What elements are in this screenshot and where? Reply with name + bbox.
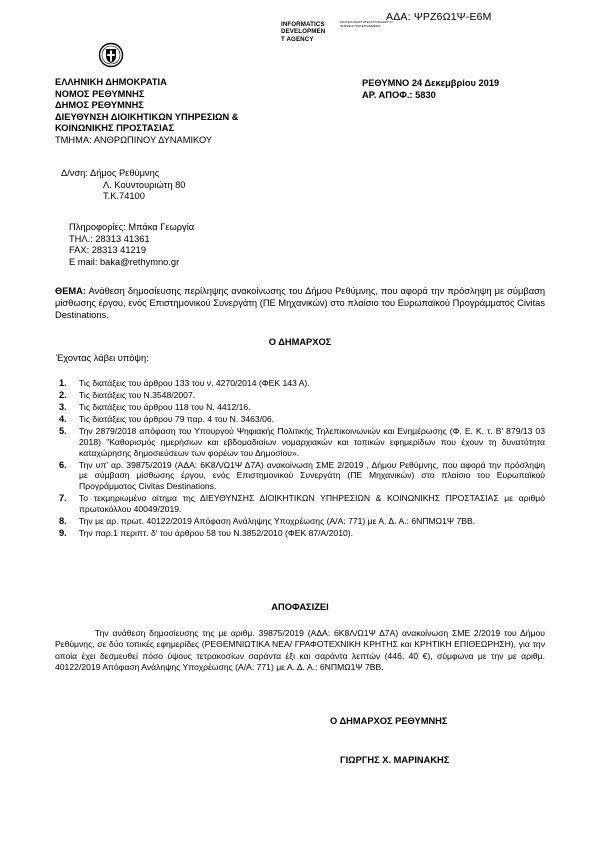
consideration-number: 9.	[59, 527, 67, 538]
consideration-text: Τις διατάξεις του Ν.3548/2007.	[79, 390, 196, 401]
email: E mail: baka@rethymno.gr	[69, 256, 180, 267]
issuer-header	[55, 77, 238, 147]
consideration-item	[55, 493, 545, 514]
consideration-number: 8.	[59, 515, 67, 526]
header-line: ΚΟΙΝΩΝΙΚΗΣ ΠΡΟΣΤΑΣΙΑΣ	[55, 123, 175, 134]
consideration-item	[55, 516, 545, 527]
consideration-number: 6.	[59, 459, 67, 470]
consideration-item	[55, 378, 545, 389]
decision-paragraph: Την ανάθεση δημοσίευσης της με αριθμ. 39875/2019 (ΑΔΑ: 6Κ8Λ/Ω1Ψ Δ7Α) ανακοίνωση ΣΜΕ 2/2019 του Δήμου Ρεθύμνης, σε δύο τοπικές εφημερίδες (ΡΕΘΕΜΝΙΩΤΙΚΑ ΝΕΑ/ ΓΡΑΦΟΤΕΧΝΙΚΗ ΚΡΗΤΗΣ και ΚΡΗΤΙΚΗ ΕΠΙΘΕΩΡΗΣΗ), για την οποία έχει δεσμευθεί πόσο ύψους τετρακοσίων σαράντα έξι και σαράντα λεπτών (446, 40 €), σύμφωνα με την με αριθμ. 40122/2019 Απόφαση Ανάληψης Υποχρέωσης (Α/Α: 771) με Α. Δ. Α.: 6ΝΠΜΩ1Ψ 7ΒΒ.	[55, 628, 545, 673]
address-line: Λ. Κουντουριώτη 80	[103, 179, 186, 190]
consideration-number: 2.	[59, 390, 67, 401]
consideration-item	[55, 414, 545, 425]
contact-block	[69, 222, 194, 268]
address-line: Δ/νση: Δήμος Ρεθύμνης	[61, 168, 160, 178]
considerations-list	[55, 378, 545, 540]
logo-line: T AGENCY	[281, 35, 314, 43]
consideration-text: Την υπ' αρ. 39875/2019 (ΑΔΑ: 6Κ8Λ/Ω1Ψ Δ7Α) ανακοίνωση ΣΜΕ 2/2019 , Δήμου Ρεθύμνης, που αφορά την πρόσληψη με σύμβαση μίσθωσης έργου, ενός Επιστημονικού Συνεργάτη (ΠΕ Μηχανικών) στο πλαίσιο του Ευρωπαϊκού Προγράμματος Civitas Destinations.	[79, 459, 545, 491]
consideration-text: Τις διατάξεις του άρθρου 118 του Ν. 4412/16.	[79, 402, 251, 413]
header-line: ΔΙΕΥΘΥΝΣΗ ΔΙΟΙΚΗΤΙΚΩΝ ΥΠΗΡΕΣΙΩΝ &	[55, 111, 239, 122]
header-line: ΕΛΛΗΝΙΚΗ ΔΗΜΟΚΡΑΤΙΑ	[55, 77, 167, 87]
decision-number: ΑΡ. ΑΠΟΦ.: 5830	[362, 89, 436, 100]
fax: FAX: 28313 41219	[69, 245, 147, 256]
consideration-text: Τις διατάξεις του άρθρου 133 του ν. 4270/2014 (ΦΕΚ 143 Α).	[79, 378, 310, 388]
header-line: ΝΟΜΟΣ ΡΕΘΥΜΝΗΣ	[55, 88, 145, 99]
document-date: ΡΕΘΥΜΝΟ 24 Δεκεμβρίου 2019	[362, 78, 500, 88]
consideration-item	[55, 528, 545, 539]
phone: ΤΗΛ.: 28313 41361	[69, 233, 150, 244]
decides-heading: ΑΠΟΦΑΣΙΖΕΙ	[271, 602, 329, 612]
consideration-number: 7.	[59, 492, 67, 503]
logo-small-text: ΔΙΑΥΓΕΙΑ ΑΝΑΡΤΗΤΕΑ ΣΤΟ ΔΙΑΔΙΚΤΥΟ ΨΗΦΙΑΚΑ ΥΠΟΓΕΓΡΑΜΜΕΝΟ	[340, 20, 393, 28]
informatics-development-agency-logo	[281, 21, 325, 43]
consideration-item	[55, 390, 545, 401]
ada-code: ΑΔΑ: ΨΡΖ6Ω1Ψ-Ε6Μ	[386, 11, 492, 23]
consideration-text: Την 2879/2018 απόφαση του Υπουργού Ψηφιακής Πολιτικής Τηλεπικοινωνιών και Ενημέρωσης (Φ. Ε. Κ. τ. Β' 879/13 03 2018) "Καθορισμός ημερήσιων και εβδομαδιαίων νομαρχιακών και τοπικών εφημερίδων που έχουν τη δυνατότητα καταχώρησης δημοσιεύσεων των φορέων του Δημοσίου».	[79, 426, 545, 458]
signature-title: Ο ΔΗΜΑΡΧΟΣ ΡΕΘΥΜΝΗΣ	[330, 716, 448, 726]
contact-person: Πληροφορίες: Μπάκα Γεωργία	[69, 222, 195, 232]
subject-text: Ανάθεση δημοσίευσης περίληψης ανακοίνωσης του Δήμου Ρεθύμνης, που αφορά την πρόσληψη με σύμβαση μίσθωσης έργου, ενός Επιστημονικού Συνεργάτη (ΠΕ Μηχανικών) στο πλαίσιο του Ευρωπαϊκού Προγράμματος Civitas Destinations.	[55, 286, 545, 320]
consideration-item	[55, 402, 545, 413]
subject-label: ΘΕΜΑ:	[55, 286, 86, 296]
consideration-item	[55, 426, 545, 458]
consideration-number: 3.	[59, 402, 67, 413]
consideration-text: Την παρ.1 περιπτ. δ' του άρθρου 58 του Ν.3852/2010 (ΦΕΚ 87/Α/2010).	[79, 527, 353, 538]
department-line: ΤΜΗΜΑ: ΑΝΘΡΩΠΙΝΟΥ ΔΥΝΑΜΙΚΟΥ	[55, 134, 213, 145]
greek-coat-of-arms-icon	[98, 42, 124, 68]
logo-line: INFORMATICS	[281, 21, 325, 28]
logo-line: DEVELOPMEN	[281, 28, 326, 36]
consideration-text: Την με αρ. πρωτ. 40122/2019 Απόφαση Ανάληψης Υποχρέωσης (Α/Α: 771) με Α. Δ. Α.: 6ΝΠΜΩ1Ψ 7ΒΒ.	[79, 515, 476, 526]
header-line: ΔΗΜΟΣ ΡΕΘΥΜΝΗΣ	[55, 100, 144, 111]
consideration-number: 4.	[59, 414, 67, 425]
address-line: Τ.Κ.74100	[103, 191, 145, 201]
considering-intro: Έχοντας λάβει υπόψη:	[56, 353, 149, 363]
consideration-text: Το τεκμηριωμένο αίτημα της ΔΙΕΥΘΥΝΣΗΣ ΔΙΟΙΚΗΤΙΚΩΝ ΥΠΗΡΕΣΙΩΝ & ΚΟΙΝΩΝΙΚΗΣ ΠΡΟΣΤΑΣΙΑΣ με αριθμό πρωτοκόλλου 40049/2019.	[79, 492, 545, 514]
mayor-heading: Ο ΔΗΜΑΡΧΟΣ	[268, 337, 332, 347]
subject-paragraph	[55, 286, 545, 321]
consideration-item	[55, 460, 545, 492]
address-block	[61, 168, 185, 203]
consideration-number: 1.	[59, 378, 67, 388]
consideration-text: Τις διατάξεις του άρθρου 79 παρ. 4 του Ν. 3463/06.	[79, 414, 275, 425]
signature-name: ΓΙΩΡΓΗΣ Χ. ΜΑΡΙΝΑΚΗΣ	[340, 755, 450, 765]
date-block	[362, 78, 499, 101]
consideration-number: 5.	[59, 426, 67, 437]
